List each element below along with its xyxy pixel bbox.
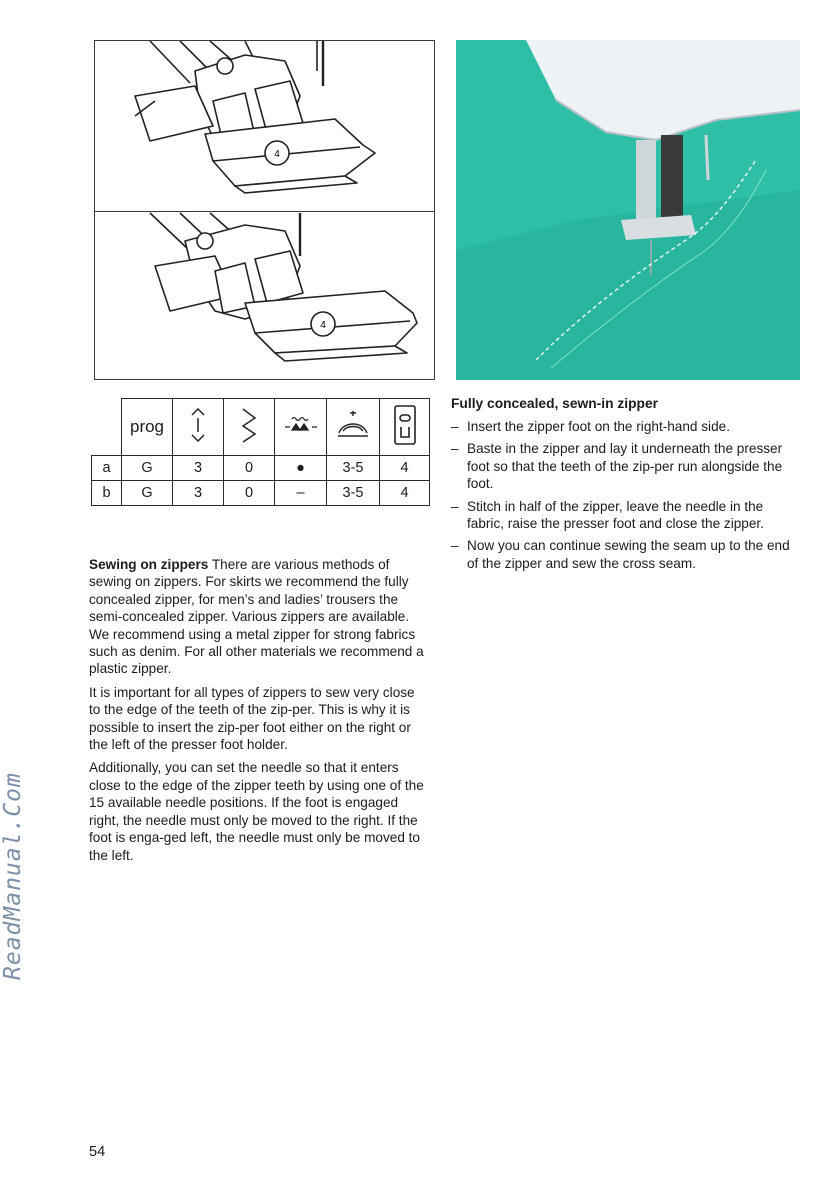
watermark: ReadManual.Com bbox=[0, 772, 26, 980]
settings-row-b bbox=[92, 481, 430, 506]
paragraph-3: Additionally, you can set the needle so that it enters close to the edge of the zipper teeth by using one of the 15 available needle positions. If the foot is engaged right, the needle must only be moved to the right. If the foot is enga-ged left, the needle must only be moved to the left. bbox=[89, 760, 424, 863]
sewing-photo bbox=[456, 40, 800, 380]
header-blank-cell bbox=[92, 399, 122, 456]
length-value: 3 bbox=[173, 456, 224, 481]
foot-value: 4 bbox=[380, 481, 430, 506]
list-item-text: Insert the zipper foot on the right-hand side. bbox=[467, 419, 730, 434]
settings-header-row bbox=[92, 399, 430, 456]
page-number: 54 bbox=[89, 1144, 106, 1160]
settings-table bbox=[91, 398, 430, 506]
section-heading: Fully concealed, sewn-in zipper bbox=[451, 396, 659, 411]
header-tension-cell bbox=[275, 399, 327, 456]
foot-number-top: 4 bbox=[274, 149, 280, 160]
row-label: b bbox=[92, 481, 122, 506]
list-item-text: Now you can continue sewing the seam up to the end of the zipper and sew the cross seam. bbox=[467, 538, 790, 571]
row-label: a bbox=[92, 456, 122, 481]
prog-value: G bbox=[122, 481, 173, 506]
tension-icon bbox=[283, 410, 319, 440]
header-foot-cell bbox=[380, 399, 430, 456]
pressure-icon bbox=[335, 409, 371, 441]
list-item bbox=[451, 440, 801, 492]
header-width-cell bbox=[224, 399, 275, 456]
dash: – bbox=[451, 441, 459, 457]
list-item bbox=[451, 498, 801, 533]
list-item-text: Stitch in half of the zipper, leave the needle in the fabric, raise the presser foot and close the zipper. bbox=[467, 498, 764, 532]
list-item bbox=[451, 537, 801, 572]
header-pressure-cell bbox=[327, 399, 380, 456]
foot-value: 4 bbox=[380, 456, 430, 481]
section-lead: Sewing on zippers bbox=[89, 557, 209, 572]
width-value: 0 bbox=[224, 481, 275, 506]
prog-value: G bbox=[122, 456, 173, 481]
settings-row-a bbox=[92, 456, 430, 481]
tension-value: – bbox=[275, 481, 327, 506]
paragraph-2: It is important for all types of zippers to sew very close to the edge of the teeth of the zip-per. This is why it is possible to insert the zip-per foot either on the right or the left of the presser foot holder. bbox=[89, 684, 415, 753]
foot-number-bottom: 4 bbox=[320, 320, 326, 331]
header-prog-label: prog bbox=[129, 417, 165, 436]
intro-text: There are various methods of sewing on zippers. For skirts we recommend the fully concealed zipper, for men’s and ladies’ trousers the semi-concealed zipper. Various zippers are available. We recommend using a metal zipper for strong fabrics such as denim. For all other materials we recommend a plastic zipper. bbox=[89, 557, 424, 677]
stitch-width-icon bbox=[238, 405, 260, 445]
dash: – bbox=[451, 538, 459, 554]
instruction-list bbox=[451, 418, 801, 572]
length-value: 3 bbox=[173, 481, 224, 506]
pressure-value: 3-5 bbox=[327, 481, 380, 506]
right-text-column bbox=[451, 396, 801, 577]
header-prog-cell bbox=[122, 399, 173, 456]
left-text-column bbox=[89, 556, 429, 870]
zipper-foot-illustration bbox=[94, 40, 435, 380]
list-item-text: Baste in the zipper and lay it underneath the presser foot so that the teeth of the zip-per run alongside the foot. bbox=[467, 441, 783, 492]
intro-paragraph bbox=[89, 556, 429, 678]
pressure-value: 3-5 bbox=[327, 456, 380, 481]
stitch-length-icon bbox=[187, 405, 209, 445]
header-length-cell bbox=[173, 399, 224, 456]
dash: – bbox=[451, 419, 459, 434]
width-value: 0 bbox=[224, 456, 275, 481]
dash: – bbox=[451, 498, 459, 514]
list-item bbox=[451, 418, 801, 435]
illustration-divider bbox=[95, 211, 434, 212]
presser-foot-icon bbox=[392, 403, 418, 447]
fabric-photo bbox=[456, 40, 800, 380]
tension-value: ● bbox=[275, 456, 327, 481]
